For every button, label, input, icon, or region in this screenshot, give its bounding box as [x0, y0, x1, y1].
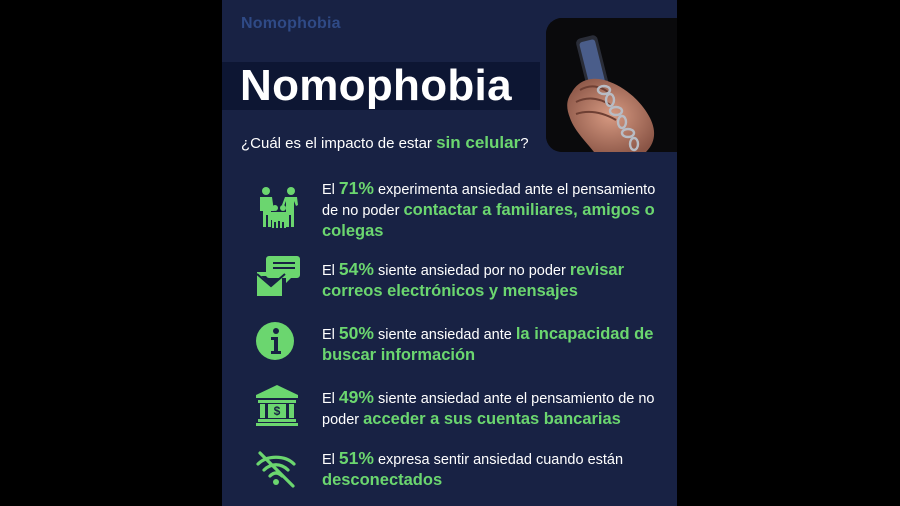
stat-text — [322, 387, 662, 430]
stat-highlight: desconectados — [322, 471, 443, 489]
stat-highlight: revisar correos electrónicos y mensajes — [322, 261, 624, 300]
stat-percent: 50% — [338, 323, 374, 343]
svg-text:$: $ — [273, 404, 281, 418]
family-icon — [255, 184, 299, 228]
stat-pre: El — [322, 452, 339, 468]
stat-mid: siente ansiedad ante — [373, 327, 516, 343]
page-title: Nomophobia — [240, 61, 512, 110]
stat-pre: El — [322, 327, 339, 343]
stat-text — [322, 259, 662, 302]
infographic-card — [222, 0, 677, 506]
stat-text — [322, 178, 662, 242]
wifi-off-icon — [255, 448, 299, 492]
bank-icon — [255, 384, 299, 428]
stat-text — [322, 448, 662, 491]
stat-highlight: contactar a familiares, amigos o colegas — [322, 201, 655, 240]
stat-pre: El — [322, 263, 339, 279]
stat-percent: 54% — [338, 259, 374, 279]
stat-percent: 71% — [338, 178, 374, 198]
stat-highlight: la incapacidad de buscar información — [322, 325, 654, 364]
subtitle-highlight: sin celular — [436, 133, 521, 152]
brand-logo: Nomophobia — [241, 15, 341, 32]
stat-percent: 49% — [338, 387, 374, 407]
stat-mid: siente ansiedad ante el pensamiento de no poder — [322, 391, 655, 428]
stat-pre: El — [322, 391, 339, 407]
subtitle-post: ? — [520, 135, 529, 152]
message-mail-icon — [255, 256, 299, 300]
stat-mid: expresa sentir ansiedad cuando están — [373, 452, 624, 468]
stat-mid: experimenta ansiedad ante el pensamiento de no poder — [322, 182, 656, 219]
info-icon — [255, 320, 299, 364]
stat-pre: El — [322, 182, 339, 198]
subtitle — [241, 133, 529, 153]
stat-highlight: acceder a sus cuentas bancarias — [363, 410, 621, 428]
subtitle-pre: ¿Cuál es el impacto de estar — [241, 135, 437, 152]
phone-chain-illustration — [546, 18, 677, 152]
stat-text — [322, 323, 662, 366]
hand-holding-chained-phone-photo — [546, 18, 677, 152]
stat-percent: 51% — [338, 448, 374, 468]
stat-mid: siente ansiedad por no poder — [373, 263, 570, 279]
